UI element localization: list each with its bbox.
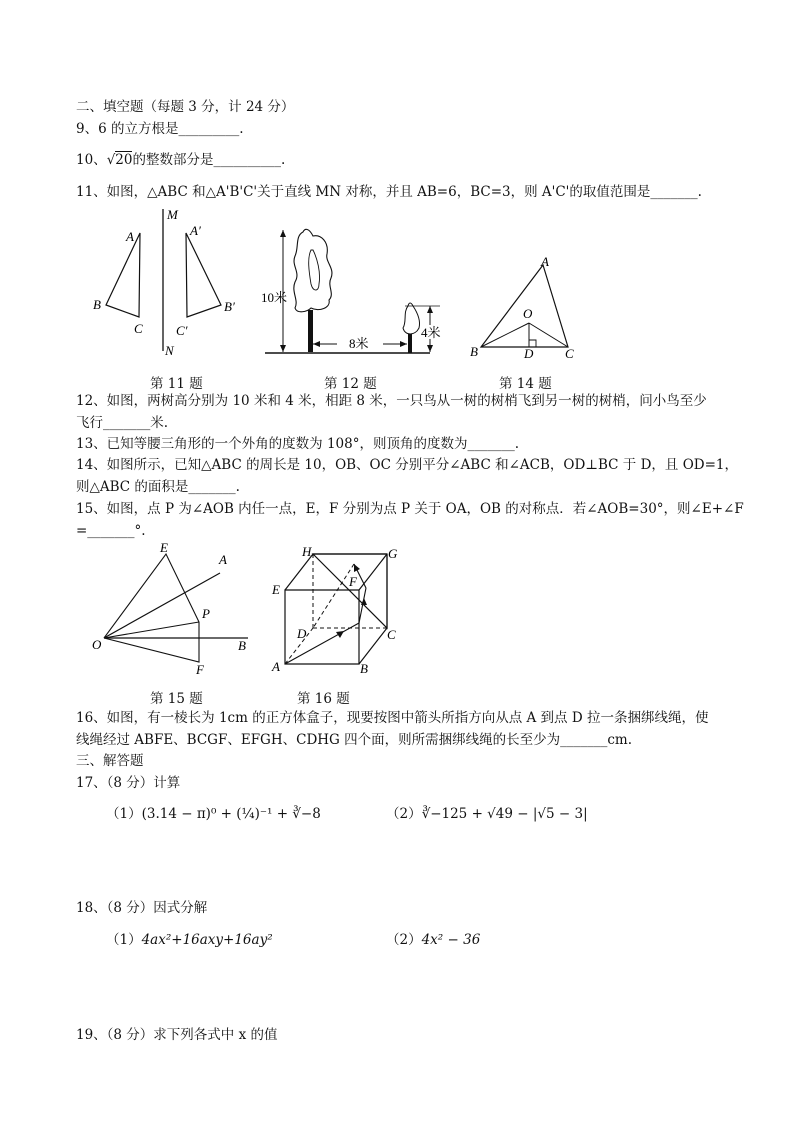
question-13: 13、已知等腰三角形的一个外角的度数为 108°，则顶角的度数为_______. xyxy=(76,436,520,452)
label-C-prime: C′ xyxy=(176,323,188,338)
question-14-line-2: 则△ABC 的面积是_______. xyxy=(76,479,240,495)
figure-15-caption: 第 15 题 xyxy=(150,691,203,707)
question-19: 19、（8 分）求下列各式中 x 的值 xyxy=(76,1027,278,1043)
question-18: 18、（8 分）因式分解 xyxy=(76,900,208,916)
question-10 xyxy=(76,151,285,169)
question-11: 11、如图，△ABC 和△A'B'C'关于直线 MN 对称，并且 AB=6，BC=3，则 A'C'的取值范围是_______. xyxy=(76,184,702,200)
question-17: 17、（8 分）计算 xyxy=(76,775,181,791)
label-C: C xyxy=(134,321,143,336)
question-17-2 xyxy=(386,805,588,823)
q18-1-expression: 4ax²+16axy+16ay² xyxy=(141,932,273,948)
label-O: O xyxy=(523,306,533,321)
label-A: A xyxy=(541,254,549,269)
question-17-1 xyxy=(106,805,321,823)
figure-11 xyxy=(90,205,250,360)
question-12-line-2: 飞行_______米. xyxy=(76,415,169,431)
label-A: A xyxy=(219,552,227,567)
label-C: C xyxy=(565,346,574,361)
question-9: 9、6 的立方根是_________. xyxy=(76,121,244,137)
figure-14 xyxy=(465,252,585,362)
label-A: A xyxy=(272,659,280,674)
label-B: B xyxy=(93,297,101,312)
section-2-heading: 二、填空题（每题 3 分，计 24 分） xyxy=(76,99,295,115)
label-M: M xyxy=(167,207,178,222)
q10-radicand: 20 xyxy=(115,152,133,168)
label-A-prime: A′ xyxy=(190,223,201,238)
question-18-2 xyxy=(386,931,480,949)
q18-1-number: （1） xyxy=(106,932,142,948)
q17-2-expression: ∛−125 + √49 − |√5 − 3| xyxy=(421,806,588,822)
label-F: F xyxy=(196,662,204,675)
q10-suffix: 的整数部分是__________. xyxy=(132,152,286,168)
figure-14-caption: 第 14 题 xyxy=(499,376,552,392)
figure-12-caption: 第 12 题 xyxy=(324,376,377,392)
tree2-height-label: 4米 xyxy=(421,325,441,340)
figure-11-caption: 第 11 题 xyxy=(150,376,203,392)
label-B: B xyxy=(360,661,368,676)
question-18-1 xyxy=(106,931,273,949)
label-F: F xyxy=(349,574,357,589)
label-D: D xyxy=(524,346,534,361)
q17-1-expression: (3.14 − π)⁰ + (¼)⁻¹ + ∛−8 xyxy=(141,806,321,822)
label-B: B xyxy=(238,638,246,653)
label-A: A xyxy=(126,229,134,244)
label-E: E xyxy=(160,540,168,555)
question-12-line-1: 12、如图，两树高分别为 10 米和 4 米，相距 8 米，一只鸟从一树的树梢飞到另一树的树梢，问小鸟至少 xyxy=(76,393,707,409)
label-B-prime: B′ xyxy=(224,299,235,314)
label-E: E xyxy=(272,582,280,597)
question-16-line-1: 16、如图，有一棱长为 1cm 的正方体盒子，现要按图中箭头所指方向从点 A 到点 D 拉一条捆绑线绳，使 xyxy=(76,710,709,726)
q18-2-expression: 4x² − 36 xyxy=(421,932,481,948)
q17-2-number: （2） xyxy=(386,806,422,822)
figure-15 xyxy=(88,540,258,675)
q18-2-number: （2） xyxy=(386,932,422,948)
label-O: O xyxy=(92,637,102,652)
label-P: P xyxy=(202,606,210,621)
sqrt-symbol: √ xyxy=(106,152,116,168)
section-3-heading: 三、解答题 xyxy=(76,753,144,769)
label-B: B xyxy=(470,344,478,359)
question-15-line-1: 15、如图，点 P 为∠AOB 内任一点，E，F 分别为点 P 关于 OA，OB 的对称点．若∠AOB=30°，则∠E+∠F xyxy=(76,501,744,517)
figure-16-caption: 第 16 题 xyxy=(297,691,350,707)
q10-prefix: 10、 xyxy=(76,152,107,168)
question-15-line-2: =_______°. xyxy=(76,523,146,539)
label-H: H xyxy=(302,544,312,559)
tree1-height-label: 10米 xyxy=(261,290,288,305)
question-16-line-2: 线绳经过 ABFE、BCGF、EFGH、CDHG 四个面，则所需捆绑线绳的长至少为_______cm. xyxy=(76,732,633,748)
figure-16 xyxy=(268,542,403,677)
label-D: D xyxy=(297,626,307,641)
figure-12 xyxy=(255,222,455,362)
question-14-line-1: 14、如图所示，已知△ABC 的周长是 10，OB、OC 分别平分∠ABC 和∠ACB，OD⊥BC 于 D，且 OD=1， xyxy=(76,457,738,473)
label-C: C xyxy=(387,627,396,642)
label-N: N xyxy=(165,343,174,358)
q17-1-number: （1） xyxy=(106,806,142,822)
distance-label: 8米 xyxy=(349,336,369,351)
label-G: G xyxy=(388,546,398,561)
